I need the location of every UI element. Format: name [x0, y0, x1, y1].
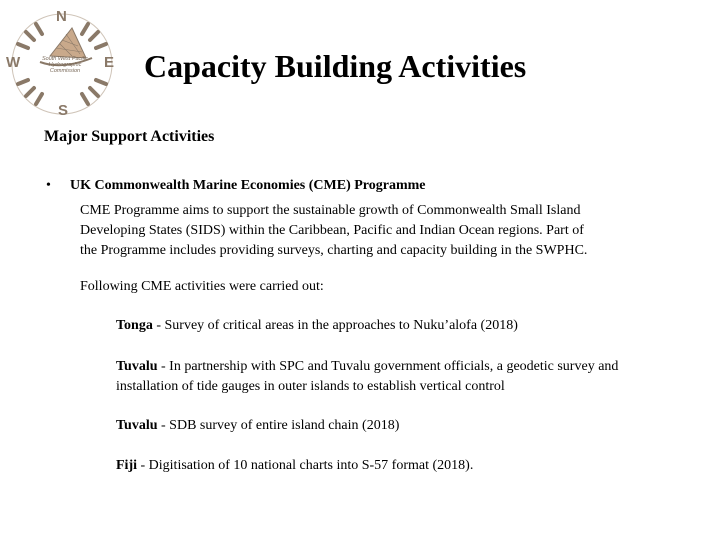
activity-text: - Survey of critical areas in the approaches to Nuku’alofa (2018): [152, 318, 518, 333]
activities-intro: Following CME activities were carried out:: [80, 279, 324, 294]
programme-description: [80, 201, 680, 261]
activity-text: - SDB survey of entire island chain (2018): [157, 418, 400, 433]
activity-item: [116, 416, 676, 436]
logo-east: E: [104, 54, 115, 71]
description-line: CME Programme aims to support the sustainable growth of Commonwealth Small Island: [80, 203, 581, 218]
bullet-marker: •: [46, 178, 51, 193]
section-subtitle: Major Support Activities: [44, 128, 215, 145]
slide-title: Capacity Building Activities: [144, 48, 527, 84]
programme-title: UK Commonwealth Marine Economies (CME) Programme: [70, 178, 426, 193]
activity-country: Tuvalu: [116, 418, 158, 433]
logo-west: W: [6, 54, 21, 71]
swphc-logo: [6, 8, 118, 120]
activity-item: [116, 456, 676, 476]
logo-north: N: [56, 8, 67, 25]
activity-country: Fiji: [116, 458, 137, 473]
description-line: Developing States (SIDS) within the Caribbean, Pacific and Indian Ocean regions. Part of: [80, 223, 584, 238]
logo-south: S: [58, 102, 69, 119]
description-line: the Programme includes providing surveys, charting and capacity building in the SWPHC.: [80, 243, 588, 258]
activity-text: - Digitisation of 10 national charts into S-57 format (2018).: [137, 458, 474, 473]
activity-country: Tonga: [116, 318, 153, 333]
activity-country: Tuvalu: [116, 359, 158, 374]
activity-item: [116, 316, 676, 336]
logo-text: South West Pacific Hydrographic Commission: [41, 56, 89, 74]
activity-item: [116, 357, 676, 397]
activity-text: - In partnership with SPC and Tuvalu government officials, a geodetic survey and installation of tide gauges in outer islands to establish vertical control: [116, 359, 619, 394]
